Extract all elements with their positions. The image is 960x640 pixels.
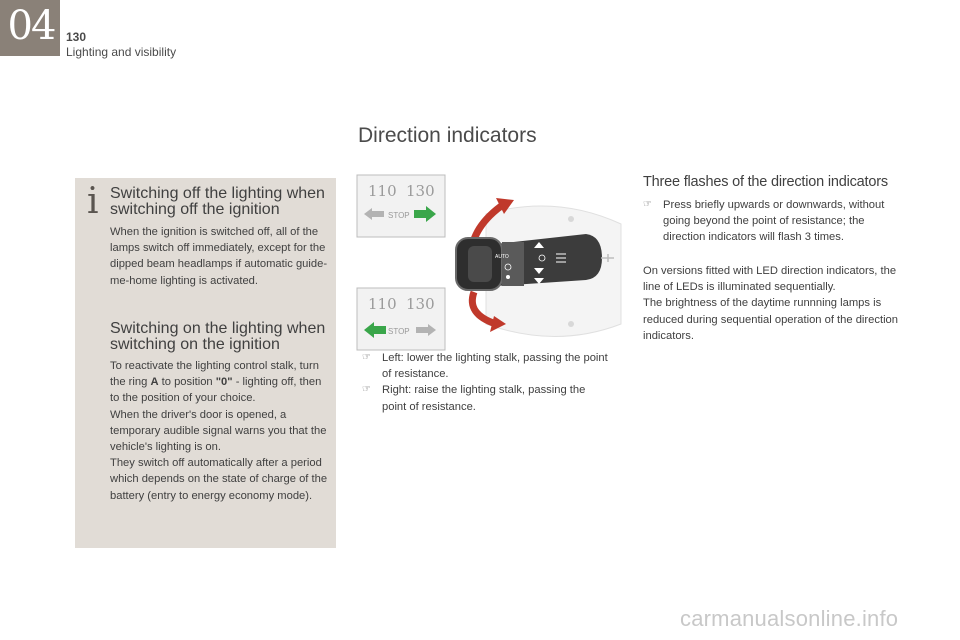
stalk-auto-label: AUTO xyxy=(495,254,509,260)
page-title: Direction indicators xyxy=(358,124,537,147)
bottom-speed-130: 130 xyxy=(406,295,435,313)
top-dashboard-panel xyxy=(357,175,445,237)
bullet-hand-icon: ☞ xyxy=(643,199,652,210)
led-paragraph-2: The brightness of the daytime runnning lamps is reduced during sequential operation of the direction indicators. xyxy=(643,297,899,342)
position-zero: "0" xyxy=(215,376,233,389)
ring-letter: A xyxy=(150,376,159,389)
top-stop-label: STOP xyxy=(388,211,410,220)
three-flashes-bullet-text: Press briefly upwards or downwards, without going beyond the point of resistance; the direction indicators will flash 3 times. xyxy=(663,199,885,244)
chapter-number: 04 xyxy=(7,3,55,49)
info-text-on-part1: To reactivate the lighting control stalk, turn the ring xyxy=(110,360,319,389)
three-flashes-heading: Three flashes of the direction indicators xyxy=(643,174,888,190)
top-speed-110: 110 xyxy=(368,182,397,200)
section-label: Lighting and visibility xyxy=(66,45,177,59)
three-flashes-bullet xyxy=(643,197,898,246)
info-box xyxy=(75,178,336,548)
info-text-on-part4: When the driver's door is opened, a temporary audible signal warns you that the vehicle's lighting is on. xyxy=(110,408,327,454)
stalk-illustration xyxy=(356,174,622,354)
info-heading-on: Switching on the lighting when switching on the ignition xyxy=(110,320,326,353)
info-text-on xyxy=(110,358,332,504)
bottom-dashboard-panel xyxy=(357,288,445,350)
bullet-left-text: Left: lower the lighting stalk, passing the point of resistance. xyxy=(382,352,608,381)
info-text-on-part3: - lighting off, then to the position of your choice. xyxy=(110,376,322,405)
info-heading-off: Switching off the lighting when switching off the ignition xyxy=(110,185,325,218)
list-item xyxy=(362,350,612,382)
list-item xyxy=(643,197,898,246)
info-text-on-part2: to position xyxy=(158,376,216,389)
bottom-stop-label: STOP xyxy=(388,327,410,336)
info-i-icon: i xyxy=(87,181,99,222)
chapter-tab xyxy=(0,0,60,56)
page-number: 130 xyxy=(66,30,87,44)
top-speed-130: 130 xyxy=(406,182,435,200)
stalk-instructions xyxy=(362,350,612,415)
bullet-right-text: Right: raise the lighting stalk, passing the point of resistance. xyxy=(382,384,586,413)
bottom-speed-110: 110 xyxy=(368,295,397,313)
bullet-hand-icon: ☞ xyxy=(362,352,371,363)
led-paragraph-1: On versions fitted with LED direction indicators, the line of LEDs is illuminated sequentially. xyxy=(643,265,897,294)
info-text-off: When the ignition is switched off, all of the lamps switch off immediately, except for the dipped beam headlamps if automatic guide-me-home lighting is activated. xyxy=(110,226,328,287)
led-paragraph xyxy=(643,263,913,344)
list-item xyxy=(362,382,612,414)
info-text-on-part5: They switch off automatically after a period which depends on the state of charge of the battery (entry to energy economy mode). xyxy=(110,457,328,502)
watermark: carmanualsonline.info xyxy=(680,606,899,631)
bullet-hand-icon: ☞ xyxy=(362,384,371,396)
